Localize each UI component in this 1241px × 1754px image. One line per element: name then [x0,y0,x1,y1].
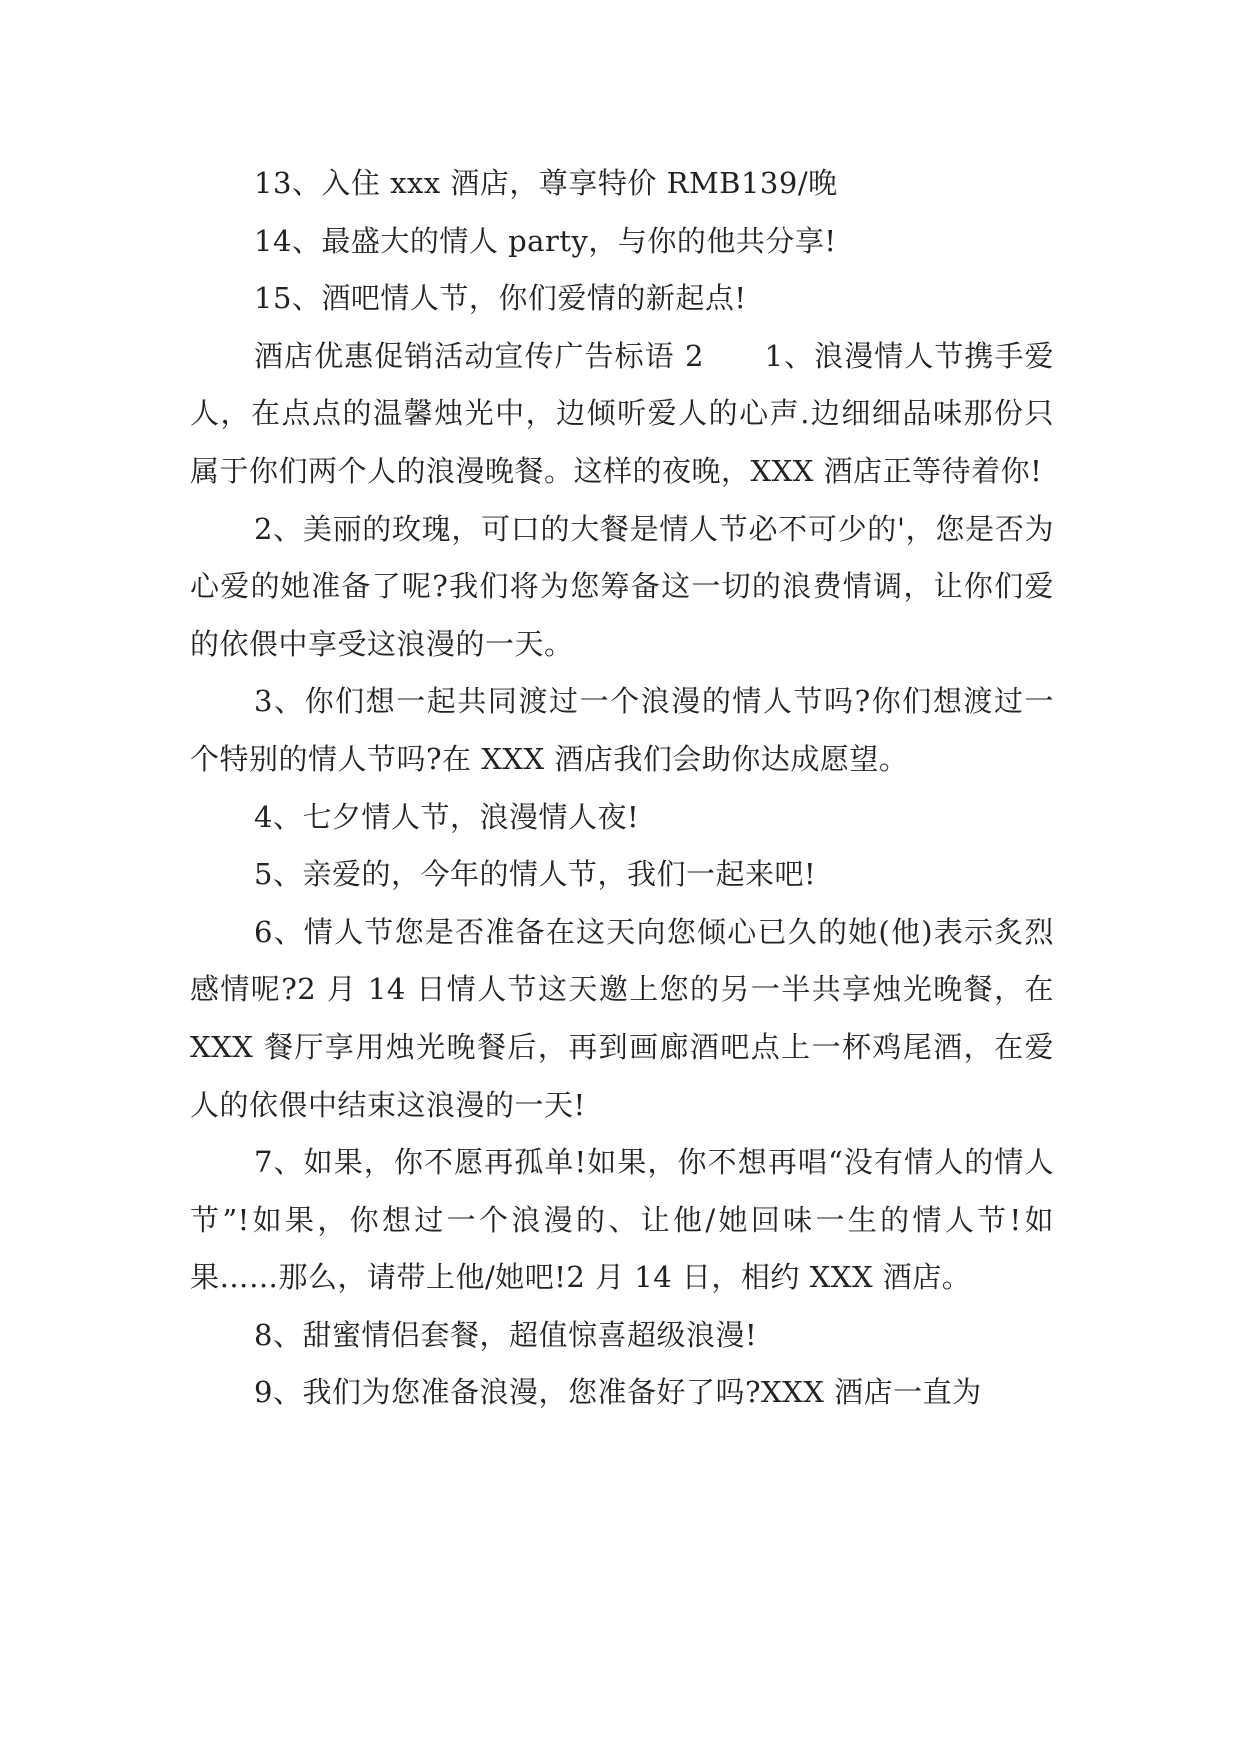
paragraph-item-2: 2、美丽的玫瑰，可口的大餐是情人节必不可少的'，您是否为心爱的她准备了呢?我们将为您筹备这一切的浪费情调，让你们爱的依偎中享受这浪漫的一天。 [190,511,1054,661]
paragraph-15: 15、酒吧情人节，你们爱情的新起点! [254,281,747,316]
paragraph-item-7: 7、如果，你不愿再孤单!如果，你不想再唱“没有情人的情人节”!如果，你想过一个浪漫的、让他/她回味一生的情人节!如果……那么，请带上他/她吧!2 月 14 日，相约 XXX 酒店。 [190,1145,1054,1295]
paragraph-14: 14、最盛大的情人 party，与你的他共分享! [254,223,837,258]
paragraph-section-2-item-1: 酒店优惠促销活动宣传广告标语 2 1、浪漫情人节携手爱人，在点点的温馨烛光中，边倾听爱人的心声.边细细品味那份只属于你们两个人的浪漫晚餐。这样的夜晚，XXX 酒店正等待着你! [190,338,1054,488]
paragraph-item-8: 8、甜蜜情侣套餐，超值惊喜超级浪漫! [254,1317,758,1352]
paragraph-item-3: 3、你们想一起共同渡过一个浪漫的情人节吗?你们想渡过一个特别的情人节吗?在 XXX 酒店我们会助你达成愿望。 [190,684,1054,776]
paragraph-item-4: 4、七夕情人节，浪漫情人夜! [254,799,640,834]
document-body [190,155,1054,1422]
paragraph-13: 13、入住 xxx 酒店，尊享特价 RMB139/晚 [254,166,838,200]
paragraph-item-9: 9、我们为您准备浪漫，您准备好了吗?XXX 酒店一直为 [254,1375,982,1410]
paragraph-item-6: 6、情人节您是否准备在这天向您倾心已久的她(他)表示炙烈感情呢?2 月 14 日情人节这天邀上您的另一半共享烛光晚餐，在 XXX 餐厅享用烛光晚餐后，再到画廊酒吧点上一杯鸡尾酒，在爱人的依偎中结束这浪漫的一天! [190,914,1054,1122]
paragraph-item-5: 5、亲爱的，今年的情人节，我们一起来吧! [254,857,817,892]
